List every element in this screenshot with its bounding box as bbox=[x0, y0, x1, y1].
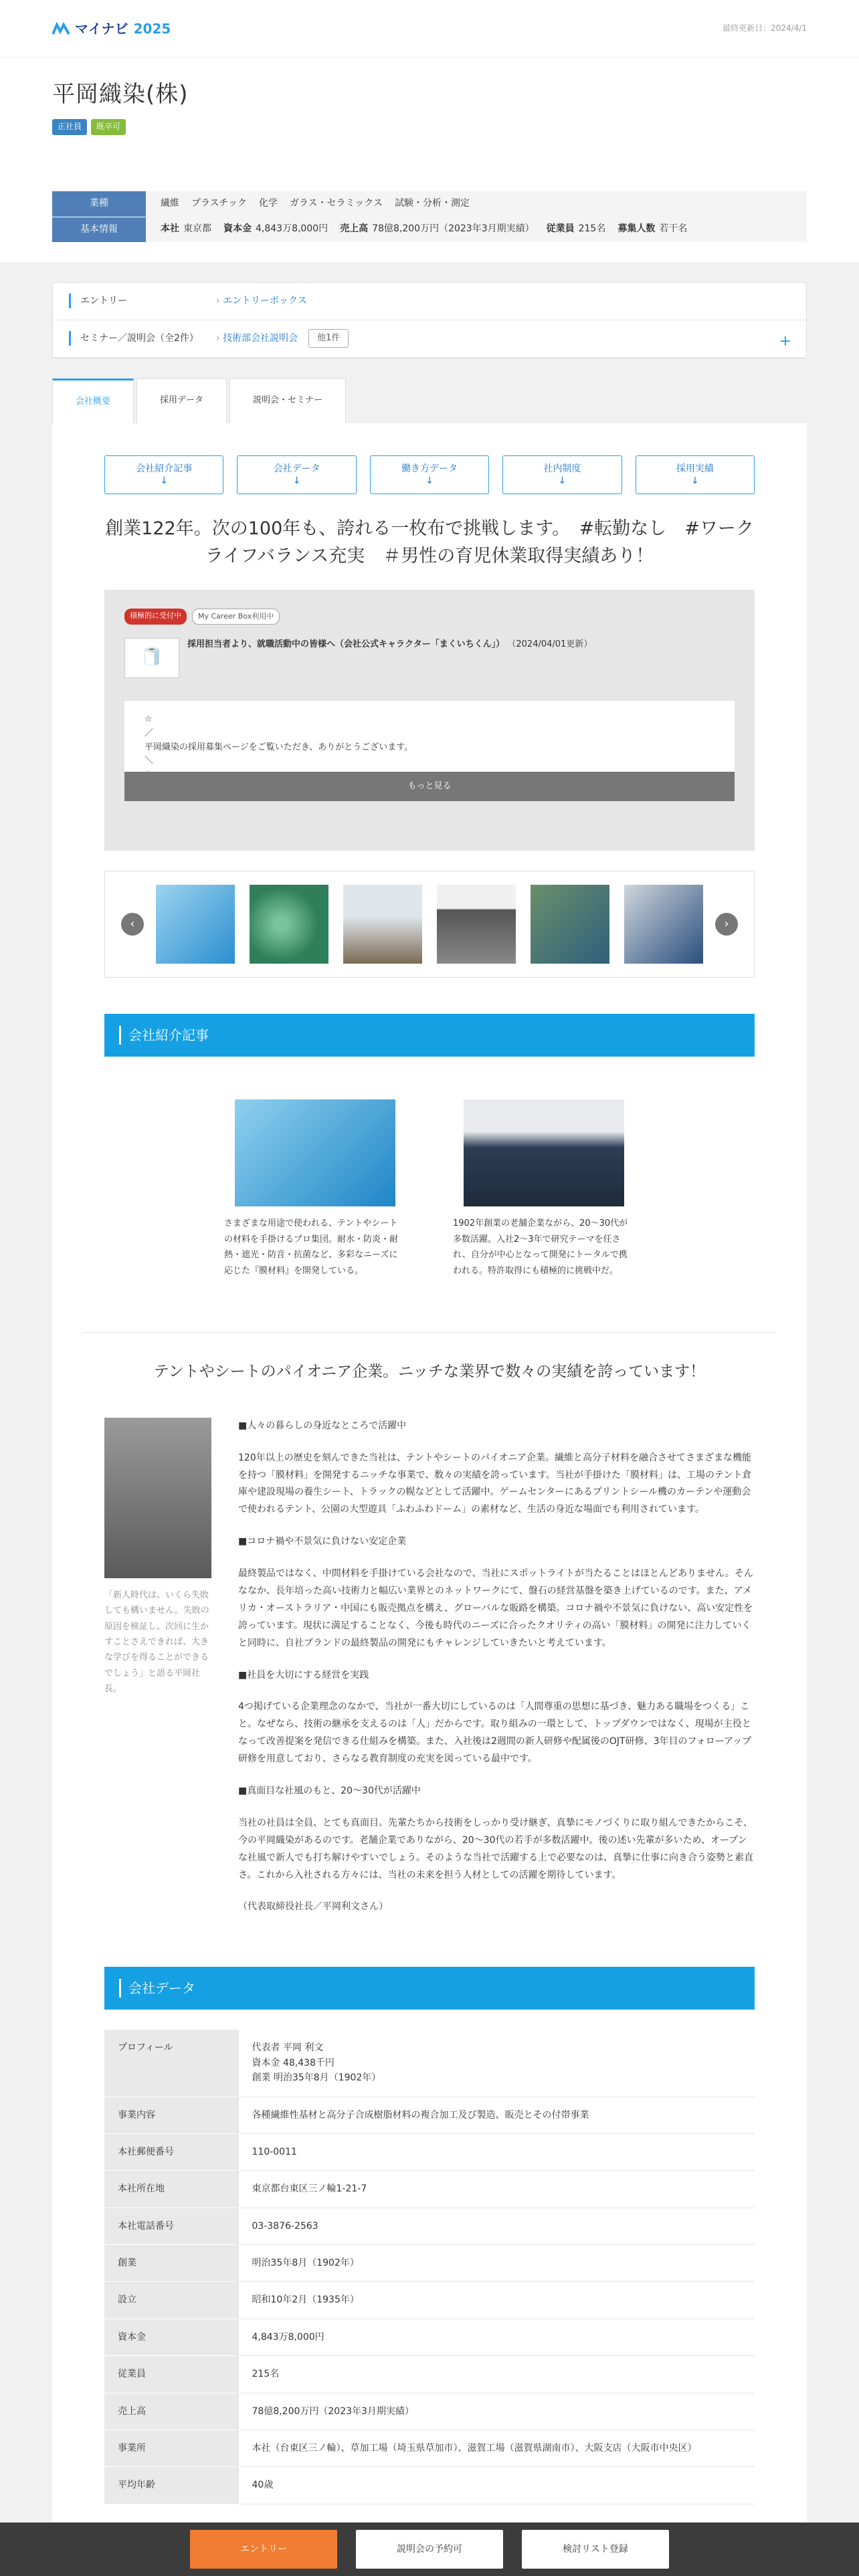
data-row bbox=[104, 2245, 755, 2282]
tab-recruit-data[interactable]: 採用データ bbox=[136, 379, 227, 424]
nav-internal-systems[interactable]: 社内制度 ↓ bbox=[502, 455, 622, 494]
data-key: 本社所在地 bbox=[104, 2171, 238, 2208]
tab-bar bbox=[52, 379, 807, 424]
last-updated: 最終更新日：2024/4/1 bbox=[723, 23, 807, 33]
accepting-tag: 積極的に受付中 bbox=[124, 609, 187, 625]
data-value bbox=[238, 2133, 755, 2170]
data-value bbox=[238, 2245, 755, 2282]
star-decoration: ☆ bbox=[145, 714, 153, 724]
gallery-photo[interactable] bbox=[531, 885, 609, 964]
article-photo bbox=[464, 1099, 624, 1206]
main-panel bbox=[52, 423, 807, 2531]
data-row bbox=[104, 2319, 755, 2355]
section-header-company-data: 会社データ bbox=[104, 1967, 755, 2010]
my-career-box-panel bbox=[104, 590, 755, 851]
data-value-line: 昭和10年2月（1935年） bbox=[252, 2294, 359, 2306]
sales-field: 売上高 78億8,200万円（2023年3月期実績） bbox=[340, 223, 535, 235]
data-key: 売上高 bbox=[104, 2393, 238, 2430]
data-key: 事業内容 bbox=[104, 2097, 238, 2133]
more-seminars-button[interactable]: 他1件 bbox=[308, 329, 349, 348]
article-card[interactable] bbox=[453, 1099, 635, 1279]
data-row bbox=[104, 2282, 755, 2319]
data-value bbox=[238, 2467, 755, 2504]
gallery-photo[interactable] bbox=[156, 885, 235, 964]
badge-fulltime: 正社員 bbox=[52, 119, 87, 134]
section-header-intro: 会社紹介記事 bbox=[104, 1014, 755, 1057]
industry-item: 試験・分析・測定 bbox=[395, 198, 470, 209]
industry-values bbox=[146, 196, 470, 211]
data-value-line: 東京都台東区三ノ輪1-21-7 bbox=[252, 2183, 367, 2195]
down-arrow-icon: ↓ bbox=[425, 475, 434, 487]
data-row bbox=[104, 2030, 755, 2097]
data-value-line: 各種繊維性基材と高分子合成樹脂材料の複合加工及び製造、販売とその付帯事業 bbox=[252, 2109, 589, 2121]
gallery-photo[interactable] bbox=[250, 885, 328, 964]
down-arrow-icon: ↓ bbox=[160, 475, 169, 487]
nav-company-data[interactable]: 会社データ ↓ bbox=[237, 455, 356, 494]
industry-item: 化学 bbox=[258, 198, 278, 209]
data-value-line: 代表者 平岡 利文 bbox=[252, 2042, 324, 2054]
prev-arrow-icon[interactable]: ‹ bbox=[121, 913, 144, 936]
tab-seminars[interactable]: 説明会・セミナー bbox=[229, 379, 346, 424]
gallery-thumbs bbox=[156, 885, 703, 964]
interview-body bbox=[238, 1418, 755, 1931]
nav-hiring-results[interactable]: 採用実績 ↓ bbox=[636, 455, 755, 494]
message-date: （2024/04/01更新） bbox=[507, 639, 593, 649]
industry-item: 繊維 bbox=[161, 198, 179, 209]
message-title: 採用担当者より、就職活動中の皆様へ（会社公式キャラクター「まくいちくん」） bbox=[187, 639, 505, 649]
basic-label: 基本情報 bbox=[52, 217, 146, 242]
company-name: 平岡織染(株) bbox=[52, 81, 189, 108]
interview-signature: （代表取締役社長／平岡利文さん） bbox=[238, 1901, 388, 1913]
interview-paragraph: 120年以上の歴史を刻んできた当社は、テントやシートのパイオニア企業。繊維と高分子材料を融合させてさまざまな機能を持つ「膜材料」を開発するニッチな事業で、数々の実績を誇っています。当社が手掛けた「膜材料」は、工場のテント倉庫や建設現場の養生シート、トラックの幌などとして活躍中。ゲームセンターにあるプリントシール機のカーテンや運動会で使われるテント、公園の大型遊具「ふわふわドーム」の素材など、生活の身近な場面でも利用されています。 bbox=[238, 1452, 752, 1515]
slash-decoration: ／ bbox=[145, 728, 154, 738]
hq-field: 本社 東京都 bbox=[161, 223, 211, 235]
data-row bbox=[104, 2467, 755, 2504]
article-photo bbox=[235, 1099, 395, 1206]
data-value-line: 03-3876-2563 bbox=[252, 2220, 318, 2232]
data-value-line: 110-0011 bbox=[252, 2146, 297, 2157]
badge-graduate-ok: 既卒可 bbox=[91, 119, 126, 134]
data-key: 設立 bbox=[104, 2282, 238, 2319]
data-value-line: 明治35年8月（1902年） bbox=[252, 2258, 359, 2269]
photo-gallery bbox=[104, 871, 755, 978]
capital-field: 資本金 4,843万8,000円 bbox=[223, 223, 328, 235]
seminar-row bbox=[53, 320, 806, 358]
president-photo bbox=[104, 1418, 211, 1578]
employment-badges bbox=[52, 119, 807, 134]
data-value-line: 4,843万8,000円 bbox=[252, 2331, 324, 2343]
entry-box bbox=[52, 282, 807, 358]
entry-box-link[interactable]: › エントリーボックス bbox=[216, 294, 307, 308]
down-arrow-icon: ↓ bbox=[292, 475, 301, 487]
section-nav bbox=[104, 455, 755, 494]
portrait-caption: 「新人時代は、いくら失敗しても構いません。失敗の原因を検証し、次回に生かすことさえできれば、大きな学びを得ることができるでしょう」と語る平岡社長。 bbox=[104, 1590, 209, 1695]
basic-row bbox=[52, 217, 807, 242]
data-key: 創業 bbox=[104, 2245, 238, 2282]
industry-row bbox=[52, 191, 807, 217]
basic-values bbox=[146, 221, 687, 236]
nav-work-style-data[interactable]: 働き方データ ↓ bbox=[370, 455, 489, 494]
company-data-table bbox=[104, 2030, 755, 2504]
employees-field: 従業員 215名 bbox=[546, 223, 606, 235]
logo-year: 2025 bbox=[133, 20, 171, 37]
data-key: 事業所 bbox=[104, 2430, 238, 2467]
data-value bbox=[238, 2097, 755, 2133]
gallery-photo[interactable] bbox=[624, 885, 703, 964]
data-value bbox=[238, 2171, 755, 2208]
data-value bbox=[238, 2356, 755, 2393]
catchphrase: 創業122年。次の100年も、誇れる一枚布で挑戦します。 #転勤なし #ワークライフバランス充実 ＃男性の育児休業取得実績あり！ bbox=[105, 518, 754, 566]
mascot-avatar: 🧻 bbox=[124, 638, 179, 678]
data-value bbox=[238, 2030, 755, 2097]
interview-heading: テントやシートのパイオニア企業。ニッチな業界で数々の実績を誇っています！ bbox=[153, 1362, 706, 1380]
article-card[interactable] bbox=[224, 1099, 406, 1279]
interview-subheading: ■人々の暮らしの身近なところで活躍中 bbox=[238, 1420, 407, 1431]
basic-info-table bbox=[52, 191, 807, 242]
message-text: 平岡織染の採用募集ページをご覧いただき、ありがとうございます。 bbox=[145, 742, 413, 752]
recruiter-message-header bbox=[124, 638, 735, 678]
mynavi-logo-icon bbox=[52, 22, 70, 35]
intro-articles bbox=[104, 1099, 755, 1279]
expand-plus-icon[interactable]: + bbox=[779, 332, 791, 350]
data-row bbox=[104, 2097, 755, 2133]
data-key: 本社郵便番号 bbox=[104, 2133, 238, 2170]
data-row bbox=[104, 2208, 755, 2244]
interview-paragraph: 当社の社員は全員、とても真面目。先輩たちから技術をしっかり受け継ぎ、真摯にモノづくりに取り組んできたからこそ、今の平岡織染があるのです。老舗企業でありながら、20〜30代の若手が多数活躍中。後の述い先輩が多いため、オープンな社風で新人でも打ち解けやすいでしょう。そのような当社で活躍する上で必要なのは、真摯に仕事に向き合う姿勢と素直さ。これから入社される方々には、当社の未来を担う人材としての活躍を期待しています。 bbox=[238, 1817, 753, 1881]
recruit-field: 募集人数 若干名 bbox=[617, 223, 688, 235]
president-portrait bbox=[104, 1418, 211, 1931]
site-logo[interactable] bbox=[52, 18, 171, 39]
data-value bbox=[238, 2208, 755, 2244]
data-value-line: 創業 明治35年8月（1902年） bbox=[252, 2072, 381, 2084]
message-body bbox=[124, 701, 735, 801]
data-value-line: 本社（台東区三ノ輪）、草加工場（埼玉県草加市）、滋賀工場（滋賀県湖南市）、大阪支店（大阪市中央区） bbox=[252, 2443, 697, 2454]
seminar-reserve-button[interactable]: 説明会の予約可 bbox=[356, 2530, 503, 2569]
interview-paragraph: 4つ掲げている企業理念のなかで、当社が一番大切にしているのは「人間尊重の思想に基づき、魅力ある職場をつくる」こと。なぜなら、技術の継承を支えるのは「人」だからです。取り組みの一環として、トップダウンではなく、現場が主役となって改善提案を発信できる仕組みを構築。また、入社後は2週間の新人研修や配属後のOJT研修、3年目のフォローアップ研修を用意しており、さらなる教育制度の充実を図っている最中です。 bbox=[238, 1701, 752, 1765]
article-text: 1902年創業の老舗企業ながら、20〜30代が多数活躍。入社2〜3年で研究テーマを任され、自分が中心となって開発にトータルで携われる。特許取得にも積極的に挑戦中だ。 bbox=[453, 1218, 628, 1276]
entry-label: エントリー bbox=[69, 294, 216, 308]
president-interview bbox=[104, 1418, 755, 1931]
data-value bbox=[238, 2282, 755, 2319]
data-key: 従業員 bbox=[104, 2356, 238, 2393]
down-arrow-icon: ↓ bbox=[690, 475, 699, 487]
entry-row bbox=[53, 283, 806, 320]
company-title-area bbox=[0, 58, 859, 135]
data-value-line: 215名 bbox=[252, 2369, 280, 2380]
read-more-button[interactable]: もっと見る bbox=[124, 772, 735, 801]
data-row bbox=[104, 2171, 755, 2208]
data-row bbox=[104, 2133, 755, 2170]
interview-subheading: ■コロナ禍や不景気に負けない安定企業 bbox=[238, 1536, 407, 1547]
sticky-action-bar bbox=[0, 2523, 859, 2576]
data-key: 資本金 bbox=[104, 2319, 238, 2355]
mcb-tags bbox=[124, 609, 735, 625]
data-value bbox=[238, 2430, 755, 2467]
gallery-photo[interactable] bbox=[437, 885, 516, 964]
interview-subheading: ■社員を大切にする経営を実践 bbox=[238, 1669, 369, 1681]
gallery-photo[interactable] bbox=[343, 885, 422, 964]
data-value-line: 資本金 48,438千円 bbox=[252, 2057, 335, 2068]
add-to-list-button[interactable]: 検討リスト登録 bbox=[522, 2530, 669, 2569]
nav-intro-articles[interactable]: 会社紹介記事 ↓ bbox=[104, 455, 223, 494]
interview-paragraph: 最終製品ではなく、中間材料を手掛けている会社なので、当社にスポットライトが当たることはほとんどありません。そんななか、長年培った高い技術力と幅広い業界とのネットワークにて、盤石の経営基盤を築き上げているのです。また、アメリカ・オーストラリア・中国にも販売拠点を構え、グローバルな販路を構築。コロナ禍や不景気に負けない、高い安定性を誇っています。現状に満足することなく、今後も時代のニーズに合ったクオリティの高い「膜材料」の開発に注力していくと同時に、自社ブランドの最終製品の開発にもチャレンジしていきたいと考えています。 bbox=[238, 1568, 753, 1648]
data-value-line: 78億8,200万円（2023年3月期実績） bbox=[252, 2405, 414, 2417]
mcb-usage-tag: My Career Box利用中 bbox=[192, 609, 280, 625]
data-row bbox=[104, 2430, 755, 2467]
logo-text: マイナビ bbox=[75, 20, 128, 37]
data-key: プロフィール bbox=[104, 2030, 238, 2097]
data-key: 本社電話番号 bbox=[104, 2208, 238, 2244]
seminar-label: セミナー／説明会（全2件） bbox=[69, 331, 216, 346]
article-text: さまざまな用途で使われる、テントやシートの材料を手掛けるプロ集団。耐水・防炎・耐熱・遮光・防音・抗菌など、多彩なニーズに応じた『膜材料』を開発している。 bbox=[224, 1218, 399, 1276]
seminar-link[interactable]: › 技術部会社説明会 bbox=[216, 331, 298, 346]
data-value-line: 40歳 bbox=[252, 2480, 274, 2491]
industry-item: プラスチック bbox=[191, 198, 247, 209]
tab-company-overview[interactable]: 会社概要 bbox=[52, 379, 134, 424]
data-row bbox=[104, 2356, 755, 2393]
interview-subheading: ■真面目な社風のもと、20〜30代が活躍中 bbox=[238, 1785, 421, 1796]
industry-label: 業種 bbox=[52, 191, 146, 217]
industry-item: ガラス・セラミックス bbox=[289, 198, 383, 209]
data-row bbox=[104, 2393, 755, 2430]
next-arrow-icon[interactable]: › bbox=[715, 913, 738, 936]
divider bbox=[84, 1332, 775, 1333]
backslash-decoration: ＼ bbox=[145, 756, 154, 766]
data-value bbox=[238, 2393, 755, 2430]
content-area bbox=[0, 262, 859, 2531]
data-value bbox=[238, 2319, 755, 2355]
company-data-rows bbox=[104, 2030, 755, 2504]
entry-button[interactable]: エントリー bbox=[190, 2530, 337, 2569]
data-key: 平均年齢 bbox=[104, 2467, 238, 2504]
down-arrow-icon: ↓ bbox=[558, 475, 567, 487]
site-header bbox=[0, 0, 859, 58]
